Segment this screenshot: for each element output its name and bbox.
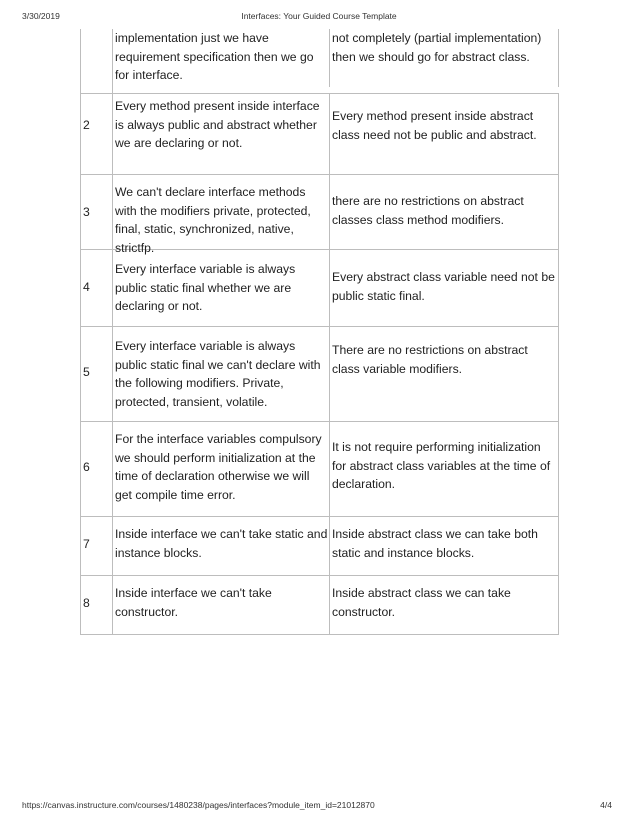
interface-cell	[112, 517, 329, 575]
comparison-table	[80, 29, 559, 635]
table-row	[80, 250, 559, 327]
table-row	[80, 29, 559, 93]
abstract-text: not completely (partial implementation) then we should go for abstract class.	[332, 31, 542, 64]
row-number-cell	[80, 327, 112, 421]
row-number: 7	[83, 537, 90, 551]
interface-text: Every method present inside interface is always public and abstract whether we are declaring or not.	[115, 99, 320, 151]
table-row	[80, 327, 559, 422]
table-row	[80, 517, 559, 576]
row-number: 3	[83, 205, 90, 219]
row-number: 4	[83, 280, 90, 294]
row-number-cell	[80, 94, 112, 174]
abstract-text: It is not require performing initialization for abstract class variables at the time of declaration.	[332, 440, 551, 492]
abstract-cell	[329, 576, 559, 634]
page-url: https://canvas.instructure.com/courses/1480238/pages/interfaces?module_item_id=21012870	[22, 800, 375, 810]
row-number-cell	[80, 175, 112, 249]
row-number: 6	[83, 460, 90, 474]
interface-text: For the interface variables compulsory we should perform initialization at the time of declaration otherwise we will get compile time error.	[115, 432, 322, 502]
abstract-text: Inside abstract class we can take constructor.	[332, 586, 511, 619]
interface-text: Every interface variable is always public static final we can't declare with the following modifiers. Private, protected, transient, volatile.	[115, 339, 321, 409]
page-header	[0, 11, 638, 25]
abstract-text: Every abstract class variable need not be public static final.	[332, 270, 555, 303]
row-number-cell	[80, 576, 112, 634]
interface-text: Every interface variable is always public static final whether we are declaring or not.	[115, 262, 296, 314]
interface-text: implementation just we have requirement specification then we go for interface.	[115, 31, 314, 83]
row-number: 2	[83, 118, 90, 132]
abstract-cell	[329, 29, 559, 87]
print-date: 3/30/2019	[22, 11, 60, 21]
row-number: 5	[83, 365, 90, 379]
interface-cell	[112, 250, 329, 326]
row-number-cell	[80, 250, 112, 326]
abstract-text: there are no restrictions on abstract classes class method modifiers.	[332, 194, 524, 227]
interface-text: Inside interface we can't take constructor.	[115, 586, 272, 619]
table-row	[80, 422, 559, 517]
abstract-text: Every method present inside abstract class need not be public and abstract.	[332, 109, 537, 142]
row-number-cell	[80, 517, 112, 575]
page-number: 4/4	[600, 800, 612, 810]
interface-text: We can't declare interface methods with the modifiers private, protected, final, static, synchronized, native, strictfp.	[115, 185, 311, 255]
interface-cell	[112, 175, 329, 255]
document-title: Interfaces: Your Guided Course Template	[241, 11, 397, 21]
abstract-text: There are no restrictions on abstract class variable modifiers.	[332, 343, 528, 376]
abstract-cell	[329, 250, 559, 326]
abstract-cell	[329, 327, 559, 421]
abstract-cell	[329, 175, 559, 249]
abstract-cell	[329, 422, 559, 516]
abstract-cell	[329, 94, 559, 174]
interface-cell	[112, 422, 329, 516]
table-row	[80, 93, 559, 175]
table-row	[80, 576, 559, 635]
abstract-cell	[329, 517, 559, 575]
row-number-cell	[80, 29, 112, 93]
row-number: 8	[83, 596, 90, 610]
interface-cell	[112, 327, 329, 421]
interface-cell	[112, 29, 329, 93]
table-row	[80, 175, 559, 255]
interface-cell	[112, 576, 329, 634]
interface-cell	[112, 94, 329, 174]
interface-text: Inside interface we can't take static and instance blocks.	[115, 527, 328, 560]
row-number-cell	[80, 422, 112, 516]
abstract-text: Inside abstract class we can take both static and instance blocks.	[332, 527, 538, 560]
page-footer	[0, 800, 638, 814]
